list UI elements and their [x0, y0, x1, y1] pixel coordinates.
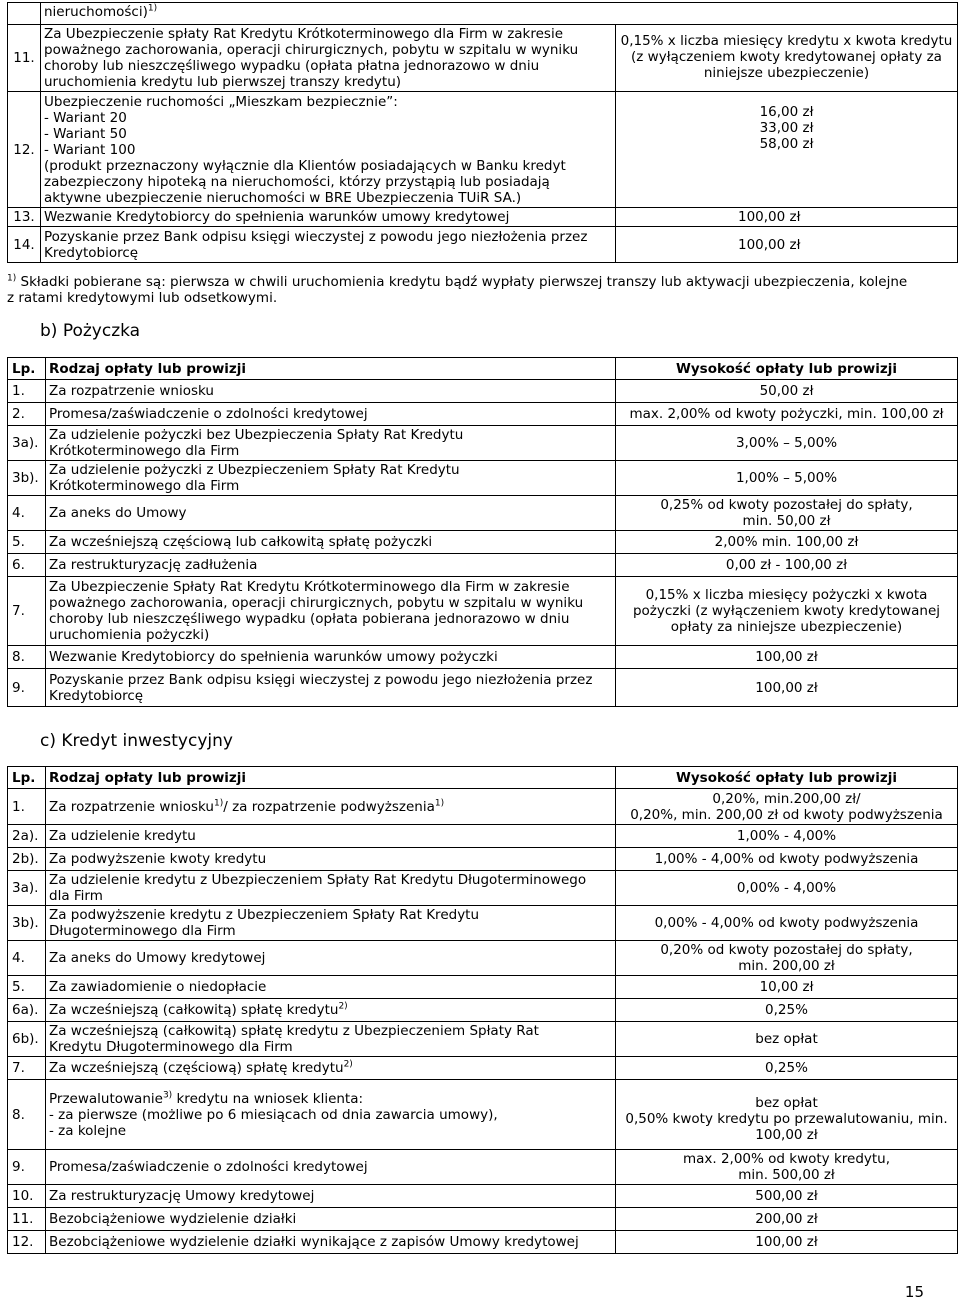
- fee-description: Promesa/zaświadczenie o zdolności kredytowej: [46, 403, 616, 426]
- fee-description: Za aneks do Umowy kredytowej: [46, 941, 616, 976]
- fee-amount: 100,00 zł: [616, 646, 958, 669]
- section-title-kredyt-inwestycyjny: c) Kredyt inwestycyjny: [40, 731, 233, 751]
- footnote: $^{1)}$ Składki pobierane są: pierwsza w chwili uruchomienia kredytu bądź wypłaty pierwszej transzy lub aktywacji ubezpieczenia, kolejne z ratami kredytowymi lub odsetkowymi.: [7, 273, 908, 306]
- table-row: [8, 531, 958, 554]
- table-row: [8, 646, 958, 669]
- fee-description: Za udzielenie kredytu z Ubezpieczeniem Spłaty Rat Kredytu Długoterminowego dla Firm: [46, 871, 616, 906]
- fee-description: Za rozpatrzenie wniosku$^{1)}$/ za rozpatrzenie podwyższenia$^{1)}$: [46, 789, 616, 825]
- row-number: 10.: [8, 1185, 46, 1208]
- row-number: 3a).: [8, 426, 46, 461]
- fee-description: Za udzielenie pożyczki bez Ubezpieczenia Spłaty Rat Kredytu Krótkoterminowego dla Firm: [46, 426, 616, 461]
- row-number: 9.: [8, 1150, 46, 1185]
- fee-amount: 0,25% od kwoty pozostałej do spłaty, min. 50,00 zł: [616, 496, 958, 531]
- fee-amount: 1,00% - 4,00% od kwoty podwyższenia: [616, 848, 958, 871]
- fee-amount: 0,15% x liczba miesięcy kredytu x kwota kredytu (z wyłączeniem kwoty kredytowanej opłaty za niniejsze ubezpieczenie): [616, 25, 958, 92]
- row-number: 8.: [8, 646, 46, 669]
- fee-amount: 100,00 zł: [616, 1231, 958, 1254]
- fee-amount: 1,00% - 4,00%: [616, 825, 958, 848]
- fee-description: Za podwyższenie kwoty kredytu: [46, 848, 616, 871]
- table-row: [8, 1231, 958, 1254]
- fee-amount: 0,00% - 4,00%: [616, 871, 958, 906]
- fee-amount: 0,25%: [616, 999, 958, 1022]
- fee-amount: 2,00% min. 100,00 zł: [616, 531, 958, 554]
- fee-description: Za Ubezpieczenie Spłaty Rat Kredytu Krótkoterminowego dla Firm w zakresie poważnego zachorowania, operacji chirurgicznych, pobytu w szpitalu w wyniku choroby lub nieszczęśliwego wypadku (opłata pobierana jednorazowo w dniu uruchomienia pożyczki): [46, 577, 616, 646]
- row-number: 7.: [8, 1057, 46, 1080]
- table-row: [8, 999, 958, 1022]
- fee-amount: 0,00% - 4,00% od kwoty podwyższenia: [616, 906, 958, 941]
- row-number: 13.: [8, 208, 41, 227]
- row-number: 4.: [8, 496, 46, 531]
- row-number: 6.: [8, 554, 46, 577]
- row-number: 12.: [8, 1231, 46, 1254]
- row-number: 3a).: [8, 871, 46, 906]
- row-number: 3b).: [8, 906, 46, 941]
- row-number: 1.: [8, 380, 46, 403]
- table-row: [8, 789, 958, 825]
- fees-table-kredyt-inwestycyjny: [7, 766, 958, 1254]
- fee-description: Za wcześniejszą (całkowitą) spłatę kredytu$^{2)}$: [46, 999, 616, 1022]
- header-name: Rodzaj opłaty lub prowizji: [46, 767, 616, 789]
- fee-description: Przewalutowanie$^{3)}$ kredytu na wniosek klienta: - za pierwsze (możliwe po 6 miesiącach od dnia zawarcia umowy), - za kolejne: [46, 1080, 616, 1150]
- fee-description: Wezwanie Kredytobiorcy do spełnienia warunków umowy pożyczki: [46, 646, 616, 669]
- fees-table-pozyczka: [7, 357, 958, 707]
- header-fee: Wysokość opłaty lub prowizji: [616, 358, 958, 380]
- fee-description: Za udzielenie pożyczki z Ubezpieczeniem Spłaty Rat Kredytu Krótkoterminowego dla Firm: [46, 461, 616, 496]
- fee-amount: 16,00 zł 33,00 zł 58,00 zł: [616, 92, 958, 208]
- fee-description: Wezwanie Kredytobiorcy do spełnienia warunków umowy kredytowej: [41, 208, 616, 227]
- fee-amount: 1,00% – 5,00%: [616, 461, 958, 496]
- table-row: [8, 92, 958, 208]
- table-row: [8, 976, 958, 999]
- row-number: 3b).: [8, 461, 46, 496]
- fees-table-continued: [7, 2, 958, 263]
- row-number: 8.: [8, 1080, 46, 1150]
- table-row: [8, 1185, 958, 1208]
- table-row: [8, 208, 958, 227]
- header-fee: Wysokość opłaty lub prowizji: [616, 767, 958, 789]
- fee-description: Za Ubezpieczenie spłaty Rat Kredytu Krótkoterminowego dla Firm w zakresie poważnego zachorowania, operacji chirurgicznych, pobytu w szpitalu w wyniku choroby lub nieszczęśliwego wypadku (opłata płatna jednorazowo w dniu uruchomienia kredytu lub pierwszej transzy kredytu): [41, 25, 616, 92]
- fee-description: Pozyskanie przez Bank odpisu księgi wieczystej z powodu jego niezłożenia przez Kredytobiorcę: [41, 227, 616, 263]
- fee-description: Za wcześniejszą (częściową) spłatę kredytu$^{2)}$: [46, 1057, 616, 1080]
- row-number: 6a).: [8, 999, 46, 1022]
- table-row: [8, 1208, 958, 1231]
- fee-amount: 0,20%, min.200,00 zł/ 0,20%, min. 200,00 zł od kwoty podwyższenia: [616, 789, 958, 825]
- table-row: [8, 227, 958, 263]
- fee-description: Za wcześniejszą (całkowitą) spłatę kredytu z Ubezpieczeniem Spłaty Rat Kredytu Długoterminowego dla Firm: [46, 1022, 616, 1057]
- header-lp: Lp.: [8, 767, 46, 789]
- fee-amount: 100,00 zł: [616, 669, 958, 707]
- fee-description: Za restrukturyzację Umowy kredytowej: [46, 1185, 616, 1208]
- table-row: [8, 496, 958, 531]
- row-number: 5.: [8, 976, 46, 999]
- table-row: [8, 380, 958, 403]
- table-header: [8, 767, 958, 789]
- row-number: 11.: [8, 25, 41, 92]
- row-number: 2.: [8, 403, 46, 426]
- table-row: [8, 825, 958, 848]
- fee-amount: bez opłat: [616, 1022, 958, 1057]
- fee-amount: bez opłat 0,50% kwoty kredytu po przewalutowaniu, min. 100,00 zł: [616, 1080, 958, 1150]
- fee-description: Za aneks do Umowy: [46, 496, 616, 531]
- section-title-pozyczka: b) Pożyczka: [40, 321, 141, 341]
- row-number: 9.: [8, 669, 46, 707]
- header-lp: Lp.: [8, 358, 46, 380]
- fee-description: Za rozpatrzenie wniosku: [46, 380, 616, 403]
- row-number: 7.: [8, 577, 46, 646]
- row-number: 5.: [8, 531, 46, 554]
- table-row: [8, 426, 958, 461]
- fee-amount: 100,00 zł: [616, 208, 958, 227]
- table-row: [8, 1022, 958, 1057]
- fee-description: Za restrukturyzację zadłużenia: [46, 554, 616, 577]
- fee-amount: max. 2,00% od kwoty pożyczki, min. 100,00 zł: [616, 403, 958, 426]
- fee-description: Za podwyższenie kredytu z Ubezpieczeniem Spłaty Rat Kredytu Długoterminowego dla Firm: [46, 906, 616, 941]
- table-row: [8, 577, 958, 646]
- fee-amount: 50,00 zł: [616, 380, 958, 403]
- fee-amount: max. 2,00% od kwoty kredytu, min. 500,00 zł: [616, 1150, 958, 1185]
- table-header: [8, 358, 958, 380]
- table-row: [8, 403, 958, 426]
- fee-amount: 0,20% od kwoty pozostałej do spłaty, min. 200,00 zł: [616, 941, 958, 976]
- row-number: 4.: [8, 941, 46, 976]
- page-number: 15: [904, 1283, 924, 1301]
- table-row: [8, 848, 958, 871]
- fee-amount: 500,00 zł: [616, 1185, 958, 1208]
- fee-amount: 0,15% x liczba miesięcy pożyczki x kwota pożyczki (z wyłączeniem kwoty kredytowanej opłaty za niniejsze ubezpieczenie): [616, 577, 958, 646]
- table-row: [8, 1150, 958, 1185]
- table-row: [8, 906, 958, 941]
- table-row: [8, 1057, 958, 1080]
- fee-amount: 100,00 zł: [616, 227, 958, 263]
- fee-description: Bezobciążeniowe wydzielenie działki wynikające z zapisów Umowy kredytowej: [46, 1231, 616, 1254]
- fee-description: Promesa/zaświadczenie o zdolności kredytowej: [46, 1150, 616, 1185]
- table-row: [8, 1080, 958, 1150]
- continued-row-text: nieruchomości)$^{1)}$: [41, 3, 958, 25]
- fee-amount: 0,25%: [616, 1057, 958, 1080]
- table-row: [8, 941, 958, 976]
- table-row: [8, 25, 958, 92]
- row-number: 12.: [8, 92, 41, 208]
- table-row: [8, 554, 958, 577]
- row-number: 6b).: [8, 1022, 46, 1057]
- fee-amount: 200,00 zł: [616, 1208, 958, 1231]
- table-row: [8, 669, 958, 707]
- row-number: 2a).: [8, 825, 46, 848]
- table-row: [8, 461, 958, 496]
- fee-description: Za zawiadomienie o niedopłacie: [46, 976, 616, 999]
- row-number: 14.: [8, 227, 41, 263]
- fee-description: Za wcześniejszą częściową lub całkowitą spłatę pożyczki: [46, 531, 616, 554]
- fee-description: Bezobciążeniowe wydzielenie działki: [46, 1208, 616, 1231]
- fee-amount: 0,00 zł - 100,00 zł: [616, 554, 958, 577]
- table-row: [8, 871, 958, 906]
- row-number: 2b).: [8, 848, 46, 871]
- fee-description: Pozyskanie przez Bank odpisu księgi wieczystej z powodu jego niezłożenia przez Kredytobiorcę: [46, 669, 616, 707]
- table-row: [8, 3, 958, 25]
- fee-description: Za udzielenie kredytu: [46, 825, 616, 848]
- fee-description: Ubezpieczenie ruchomości „Mieszkam bezpiecznie”: - Wariant 20 - Wariant 50 - Wariant 100 (produkt przeznaczony wyłącznie dla Klientów posiadających w Banku kredyt zabezpieczony hipoteką na nieruchomości, którzy przystąpią lub posiadają aktywne ubezpieczenie nieruchomości w BRE Ubezpieczenia TUiR SA.): [41, 92, 616, 208]
- header-name: Rodzaj opłaty lub prowizji: [46, 358, 616, 380]
- fee-amount: 10,00 zł: [616, 976, 958, 999]
- row-number: 1.: [8, 789, 46, 825]
- fee-amount: 3,00% – 5,00%: [616, 426, 958, 461]
- row-number: 11.: [8, 1208, 46, 1231]
